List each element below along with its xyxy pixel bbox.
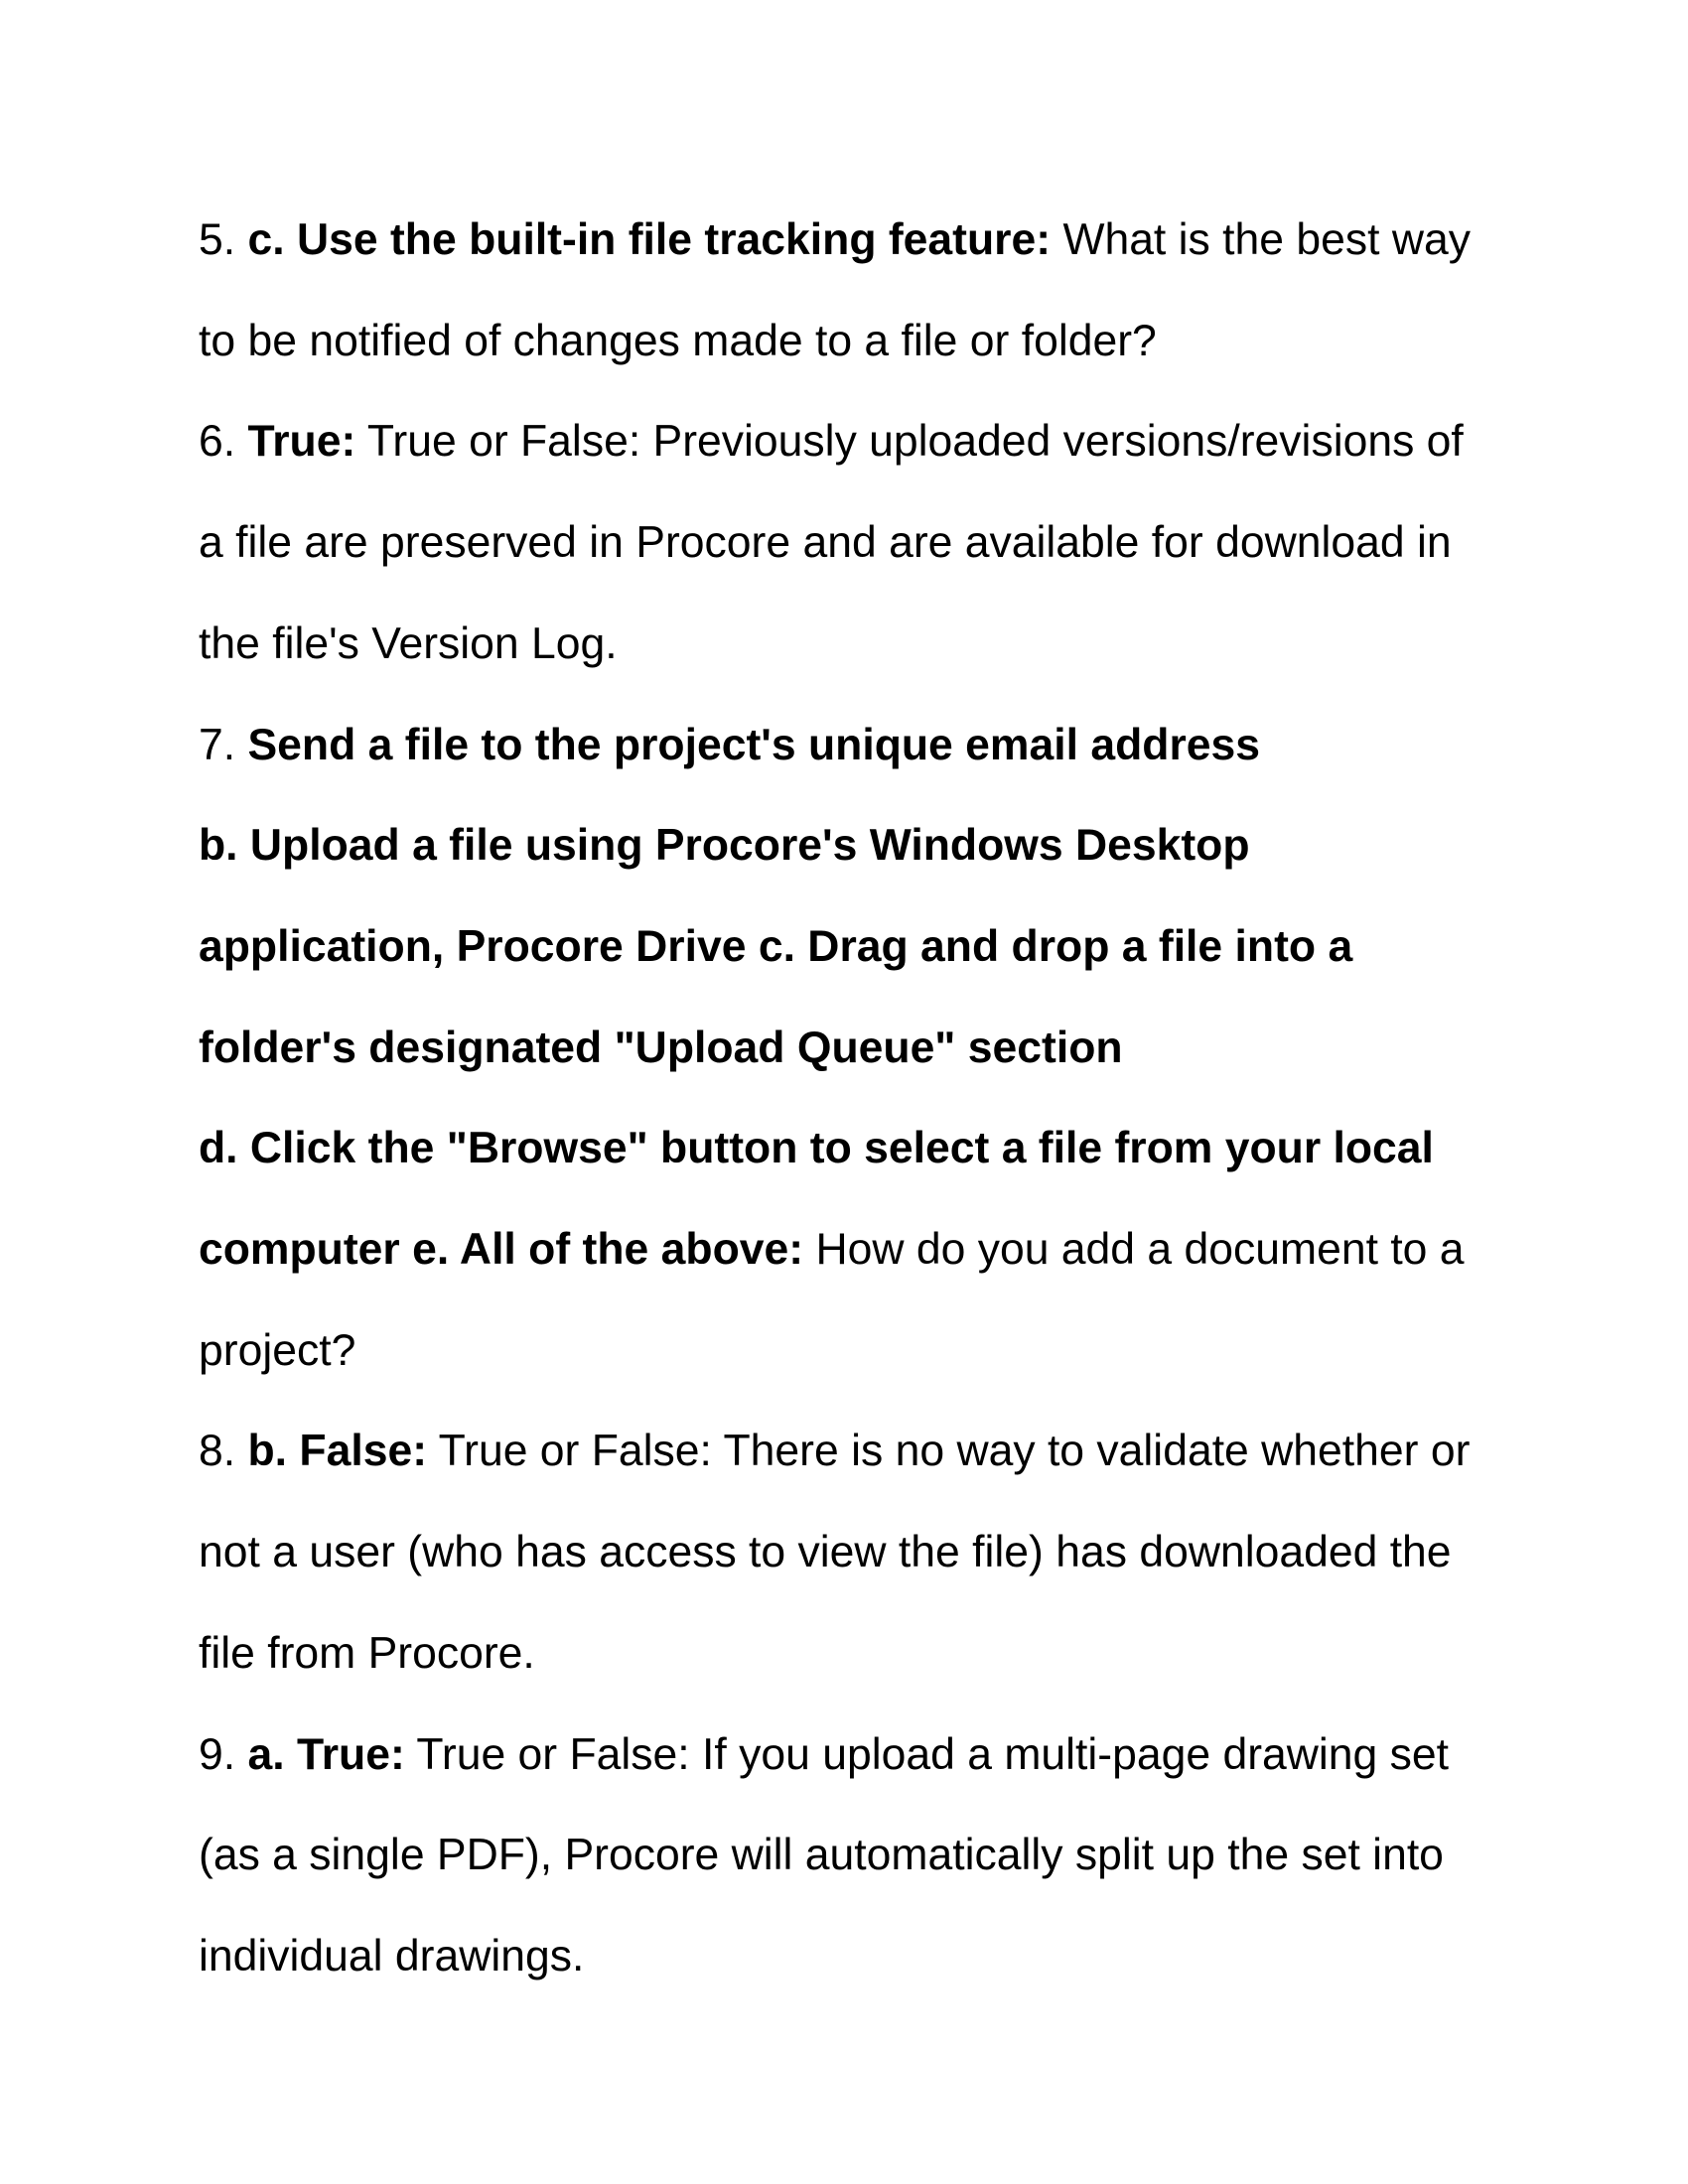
item-answer: True: [247,417,356,467]
item-number: 7. [199,720,236,769]
item-question: True or False: There is no way to validate whether or not a user (who has access to view the file) has downloaded the file from Procore. [199,1427,1471,1678]
item-7-answer-d-e [199,1098,1489,1401]
item-question: True or False: If you upload a multi-page drawing set (as a single PDF), Procore will automatically split up the set into individual drawings. [199,1729,1450,1980]
item-7 [199,695,1489,796]
item-7-answer-b-c: b. Upload a file using Procore's Windows Desktop application, Procore Drive c. Drag and drop a file into a folder's designated "Upload Queue" section [199,821,1353,1072]
quiz-answers [199,190,1489,2007]
item-answer: d. Click the "Browse" button to select a file from your local computer e. All of the above: [199,1124,1434,1275]
item-answer: Send a file to the project's unique email address [247,720,1261,769]
item-number: 6. [199,417,236,467]
item-5 [199,190,1489,391]
item-answer: b. False: [247,1427,428,1476]
item-question: How do you add a document to a project? [199,1225,1465,1375]
item-number: 5. [199,215,236,264]
item-answer: a. True: [247,1729,405,1779]
item-6 [199,391,1489,694]
item-8 [199,1401,1489,1704]
item-answer: c. Use the built-in file tracking feature: [247,215,1052,264]
item-number: 8. [199,1427,236,1476]
item-question: True or False: Previously uploaded versions/revisions of a file are preserved in Procore and are available for download in the file's Version Log. [199,417,1464,668]
item-question: What is the best way to be notified of changes made to a file or folder? [199,215,1471,365]
item-number: 9. [199,1729,236,1779]
item-9 [199,1705,1489,2007]
